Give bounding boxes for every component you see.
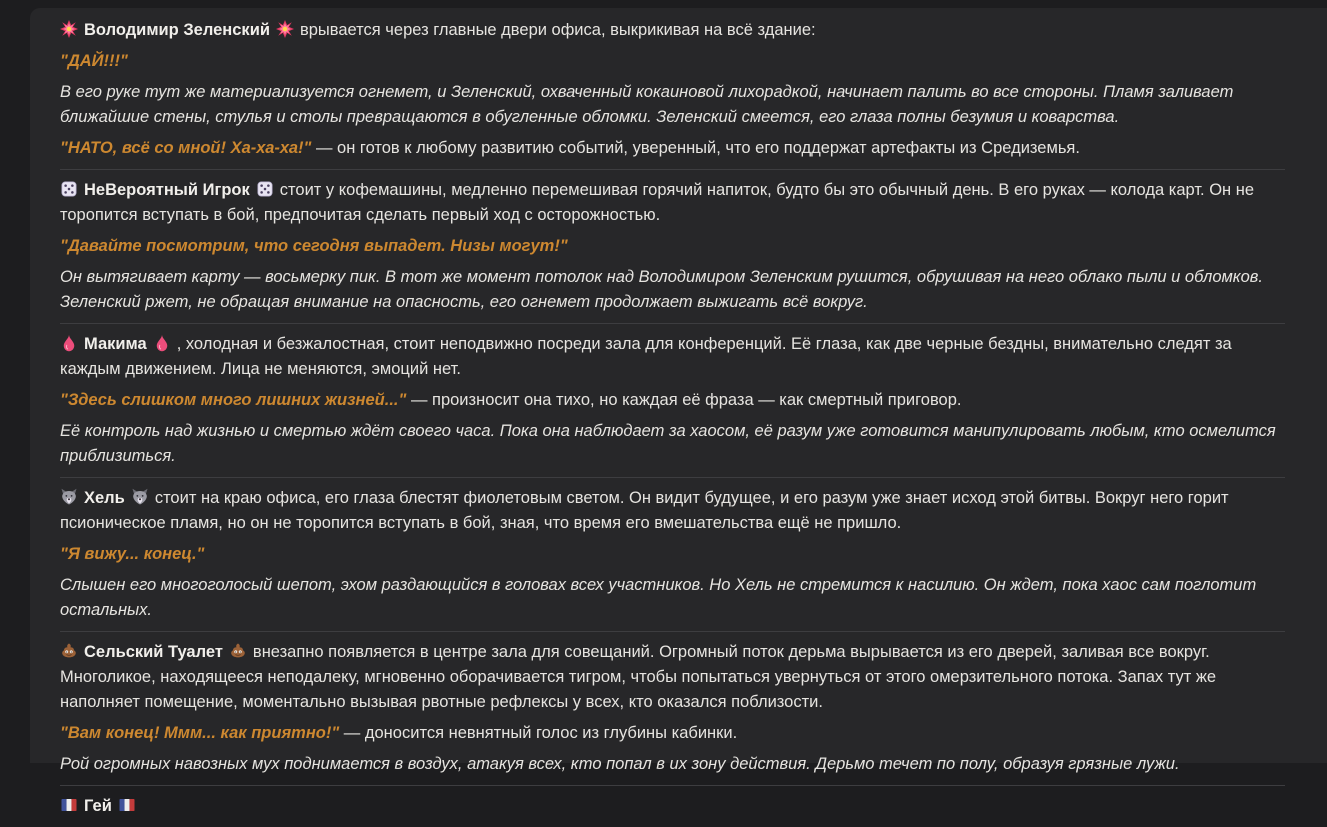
post-intro: , холодная и безжалостная, стоит неподвижно посреди зала для конференций. Её глаза, как две черные бездны, внимательно следят за каждым движением. Лица не меняются, эмоций нет.: [60, 335, 1232, 378]
flag-icon: [118, 796, 136, 814]
dialogue-attribution: — доносится невнятный голос из глубины кабинки.: [343, 724, 738, 742]
character-post: [60, 170, 1285, 324]
post-header-line: [60, 178, 1285, 228]
wolf-icon: [131, 488, 149, 506]
dialogue-quote: "ДАЙ!!!": [60, 52, 128, 70]
dialogue-line: [60, 388, 1285, 413]
dialogue-line: [60, 136, 1285, 161]
post-intro: стоит на краю офиса, его глаза блестят фиолетовым светом. Он видит будущее, и его разум уже знает исход этой битвы. Вокруг него горит псионическое пламя, но он не торопится вступать в бой, зная, что время его вмешательства ещё не пришло.: [60, 489, 1229, 532]
character-name: Сельский Туалет: [84, 643, 223, 661]
dialogue-attribution: — он готов к любому развитию событий, уверенный, что его поддержат артефакты из Средиземья.: [315, 139, 1080, 157]
dice-icon: [256, 180, 274, 198]
post-intro: стоит у кофемашины, медленно перемешивая горячий напиток, будто бы это обычный день. В его руках — колода карт. Он не торопится вступать в бой, предпочитая сделать первый ход с осторожностью.: [60, 181, 1255, 224]
narration-text: Рой огромных навозных мух поднимается в воздух, атакуя всех, кто попал в их зону действия. Дерьмо течет по полу, образуя грязные лужи.: [60, 755, 1180, 773]
narration-text: Её контроль над жизнью и смертью ждёт своего часа. Пока она наблюдает за хаосом, её разум уже готовится манипулировать любым, кто осмелится приблизиться.: [60, 422, 1276, 465]
dialogue-quote: "Давайте посмотрим, что сегодня выпадет. Низы могут!": [60, 237, 568, 255]
narration-text: Слышен его многоголосый шепот, эхом раздающийся в головах всех участников. Но Хель не стремится к насилию. Он ждет, пока хаос сам поглотит остальных.: [60, 576, 1257, 619]
post-intro: внезапно появляется в центре зала для совещаний. Огромный поток дерьма вырывается из его дверей, заливая все вокруг. Многоликое, находящееся неподалеку, мгновенно оборачивается тигром, чтобы попытаться увернуться от этого омерзительного потока. Запах тут же наполняет помещение, моментально вызывая рвотные рефлексы у всех, кто оказался поблизости.: [60, 643, 1217, 711]
poo-icon: [60, 642, 78, 660]
dialogue-line: [60, 721, 1285, 746]
character-name: Макима: [84, 335, 147, 353]
dialogue-line: [60, 542, 1285, 567]
character-name: Володимир Зеленский: [84, 21, 270, 39]
dice-icon: [60, 180, 78, 198]
dialogue-quote: "Вам конец! Ммм... как приятно!": [60, 724, 340, 742]
character-post: [60, 324, 1285, 478]
collision-icon: [276, 20, 294, 38]
collision-icon: [60, 20, 78, 38]
post-header-line: [60, 18, 1285, 43]
post-header-line: [60, 794, 1285, 819]
character-name: НеВероятный Игрок: [84, 181, 250, 199]
dialogue-line: [60, 234, 1285, 259]
blood-drop-icon: [153, 334, 171, 352]
poo-icon: [229, 642, 247, 660]
dialogue-attribution: — произносит она тихо, но каждая её фраза — как смертный приговор.: [410, 391, 962, 409]
wolf-icon: [60, 488, 78, 506]
dialogue-quote: "НАТО, всё со мной! Ха-ха-ха!": [60, 139, 312, 157]
character-name: Хель: [84, 489, 125, 507]
post-header-line: [60, 332, 1285, 382]
flag-icon: [60, 796, 78, 814]
character-post: [60, 10, 1285, 170]
character-post-truncated: [60, 786, 1285, 827]
chat-log-panel: [30, 8, 1327, 815]
post-header-line: [60, 486, 1285, 536]
dialogue-line: [60, 49, 1285, 74]
blood-drop-icon: [60, 334, 78, 352]
dialogue-quote: "Я вижу... конец.": [60, 545, 205, 563]
post-intro: врывается через главные двери офиса, выкрикивая на всё здание:: [299, 21, 816, 39]
character-name: Гей: [84, 797, 112, 815]
character-post: [60, 632, 1285, 786]
dialogue-quote: "Здесь слишком много лишних жизней...": [60, 391, 407, 409]
narration-text: Он вытягивает карту — восьмерку пик. В тот же момент потолок над Володимиром Зеленским рушится, обрушивая на него облако пыли и обломков. Зеленский ржет, не обращая внимание на опасность, его огнемет продолжает выжигать всё вокруг.: [60, 268, 1263, 311]
narration-text: В его руке тут же материализуется огнемет, и Зеленский, охваченный кокаиновой лихорадкой, начинает палить во все стороны. Пламя заливает ближайшие стены, стулья и столы превращаются в обугленные обломки. Зеленский смеется, его глаза полны безумия и коварства.: [60, 83, 1234, 126]
post-header-line: [60, 640, 1285, 715]
character-post: [60, 478, 1285, 632]
